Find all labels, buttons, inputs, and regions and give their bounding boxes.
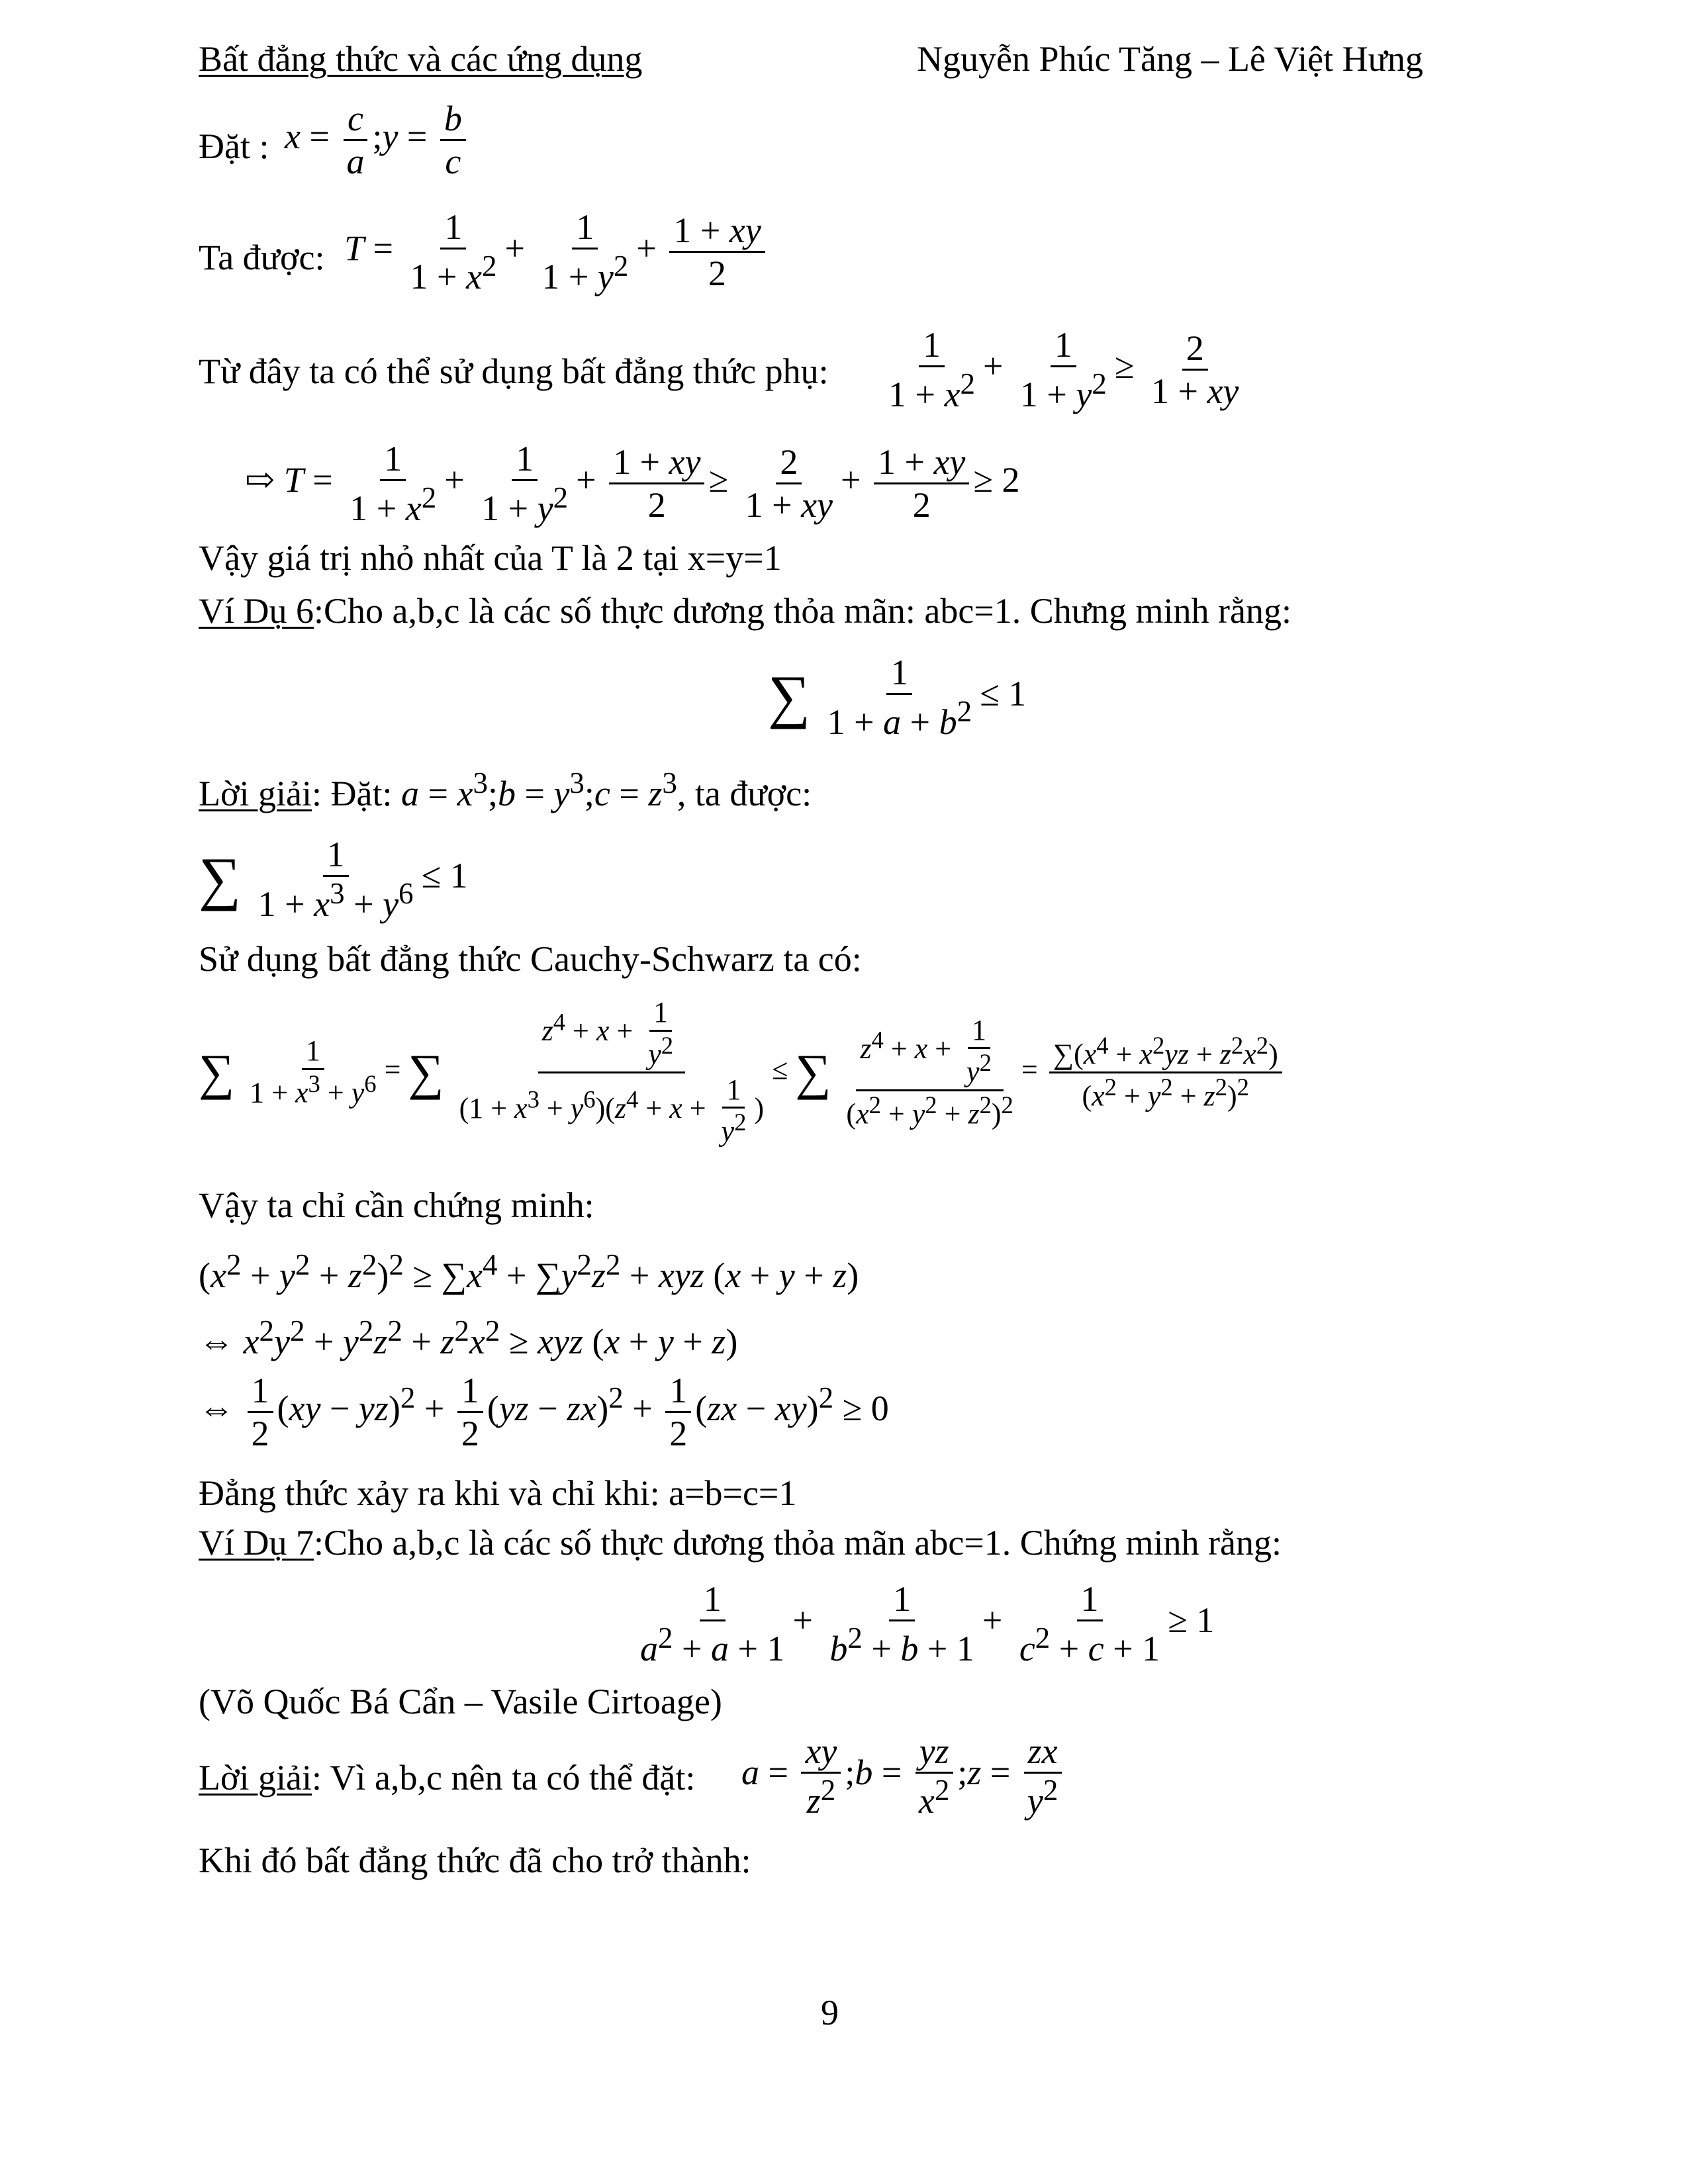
page-number: 9 xyxy=(821,1993,839,2032)
su-dung-text: Sử dụng bất đẳng thức Cauchy-Schwarz ta có: xyxy=(199,939,862,979)
ta-duoc-label: Ta được: xyxy=(199,238,325,277)
need-prove-line-2: ⇔ $x^2y^2 + y^2z^2 + z^2x^2$ ≥ xyz (x + y + z) xyxy=(199,1314,738,1361)
aux-inequality: $\frac{1}{1 + x^2}$ + $\frac{1}{1 + y^2}$ ≥ $\frac{2}{1 + xy}$ xyxy=(888,325,1239,415)
vay-gtnn-text: Vậy giá trị nhỏ nhất của T là 2 tại x=y=1 xyxy=(199,538,782,578)
loigiai6-line: Lời giải: Đặt: $a = x^3;b$ = $y^3;c = z^3$, ta được: xyxy=(199,766,812,813)
need-prove-line-1: $(x^2 + y^2 + z^2)^2 \ge \sum x^4 + \sum y^2z^2$ + xyz (x + y + z) xyxy=(199,1248,859,1295)
vd6-text: :Cho a,b,c là các số thực dương thỏa mãn: abc=1. Chưng minh rằng: xyxy=(314,591,1291,631)
T-bound: ⇨ T = $\frac{1}{1 + x^2}$ + $\frac{1}{1 + y^2}$ + $\frac{1 + xy}{2}$ ≥ $\frac{2}{1 + xy}$ + $\frac{1 + xy}{2}$ ≥ 2 xyxy=(245,439,1020,529)
loigiai6-tail: , ta được: xyxy=(677,774,812,813)
substitution-xy: x = $\frac{c}{a}$ ;y = $\frac{b}{c}$ xyxy=(285,98,470,182)
loigiai6-label: Lời giải xyxy=(199,774,312,813)
khi-do-text: Khi đó bất đẳng thức đã cho trở thành: xyxy=(199,1841,751,1880)
dat-label: Đặt : xyxy=(199,126,269,166)
vd6-label: Ví Dụ 6 xyxy=(199,591,314,631)
transformed-inequality: ∑ $\frac{1}{1 + x^3 + y^6}$ ≤ 1 xyxy=(199,835,468,925)
substitution-abc: a = $\frac{xy}{z^2}$ ;b = $\frac{yz}{x^2}$ ;z = $\frac{zx}{y^2}$ xyxy=(741,1731,1066,1821)
need-prove-line-3: ⇔ $\frac{1}{2}$ (xy − yz)$^2$ + $\frac{1}{2}$ (yz − zx)$^2$ + $\frac{1}{2}$ (zx − xy)$^2$ ≥ 0 xyxy=(199,1371,889,1454)
tu-day-text: Từ đây ta có thể sử dụng bất đẳng thức phụ: xyxy=(199,351,829,391)
vd6-line xyxy=(199,590,1291,631)
attribution-text: (Võ Quốc Bá Cẩn – Vasile Cirtoage) xyxy=(199,1682,722,1721)
loigiai7-text: : Vì a,b,c nên ta có thể đặt: xyxy=(312,1758,696,1797)
loigiai7-line xyxy=(199,1757,695,1798)
vay-chi-text: Vậy ta chỉ cần chứng minh: xyxy=(199,1185,594,1225)
dang-thuc-text: Đẳng thức xảy ra khi và chỉ khi: a=b=c=1 xyxy=(199,1473,797,1513)
vd6-inequality: ∑ $\frac{1}{1 + a + b^2}$ ≤ 1 xyxy=(768,653,1027,743)
formula-T: T = $\frac{1}{1 + x^2}$ + $\frac{1}{1 + y^2}$ + $\frac{1 + xy}{2}$ xyxy=(344,206,769,297)
loigiai7-label: Lời giải xyxy=(199,1758,312,1797)
header-authors: Nguyễn Phúc Tăng – Lê Việt Hưng xyxy=(917,39,1423,79)
vd7-inequality: $\frac{1}{a^2 + a + 1}$ + $\frac{1}{b^2 + b + 1}$ + $\frac{1}{c^2 + c + 1}$ ≥ 1 xyxy=(640,1579,1215,1669)
loigiai6-text: : Đặt: xyxy=(312,774,393,813)
vd7-text: :Cho a,b,c là các số thực dương thỏa mãn abc=1. Chứng minh rằng: xyxy=(314,1523,1282,1563)
header-title: Bất đẳng thức và các ứng dụng xyxy=(199,39,643,79)
vd7-line xyxy=(199,1522,1282,1563)
cauchy-schwarz-chain: ∑ $\frac{1}{1 + x^3 + y^6}$ = ∑ $z^4 + x$ + $\frac{1}{y^2}$ $(1 + x^3 + y^6)(z^4 + x$ + $\frac{1}{y^2}$ ) ≤ ∑ $z^4 + x$ + $\frac{1}{y^2}$ $(x^2 + y^2 + z^2)^2$ = $\frac{\sum(x^4 + x^2yz + z^2x^2)}{(x^2 + y^2 + z^2)^2}$ xyxy=(199,996,1286,1149)
vd7-label: Ví Dụ 7 xyxy=(199,1523,314,1563)
